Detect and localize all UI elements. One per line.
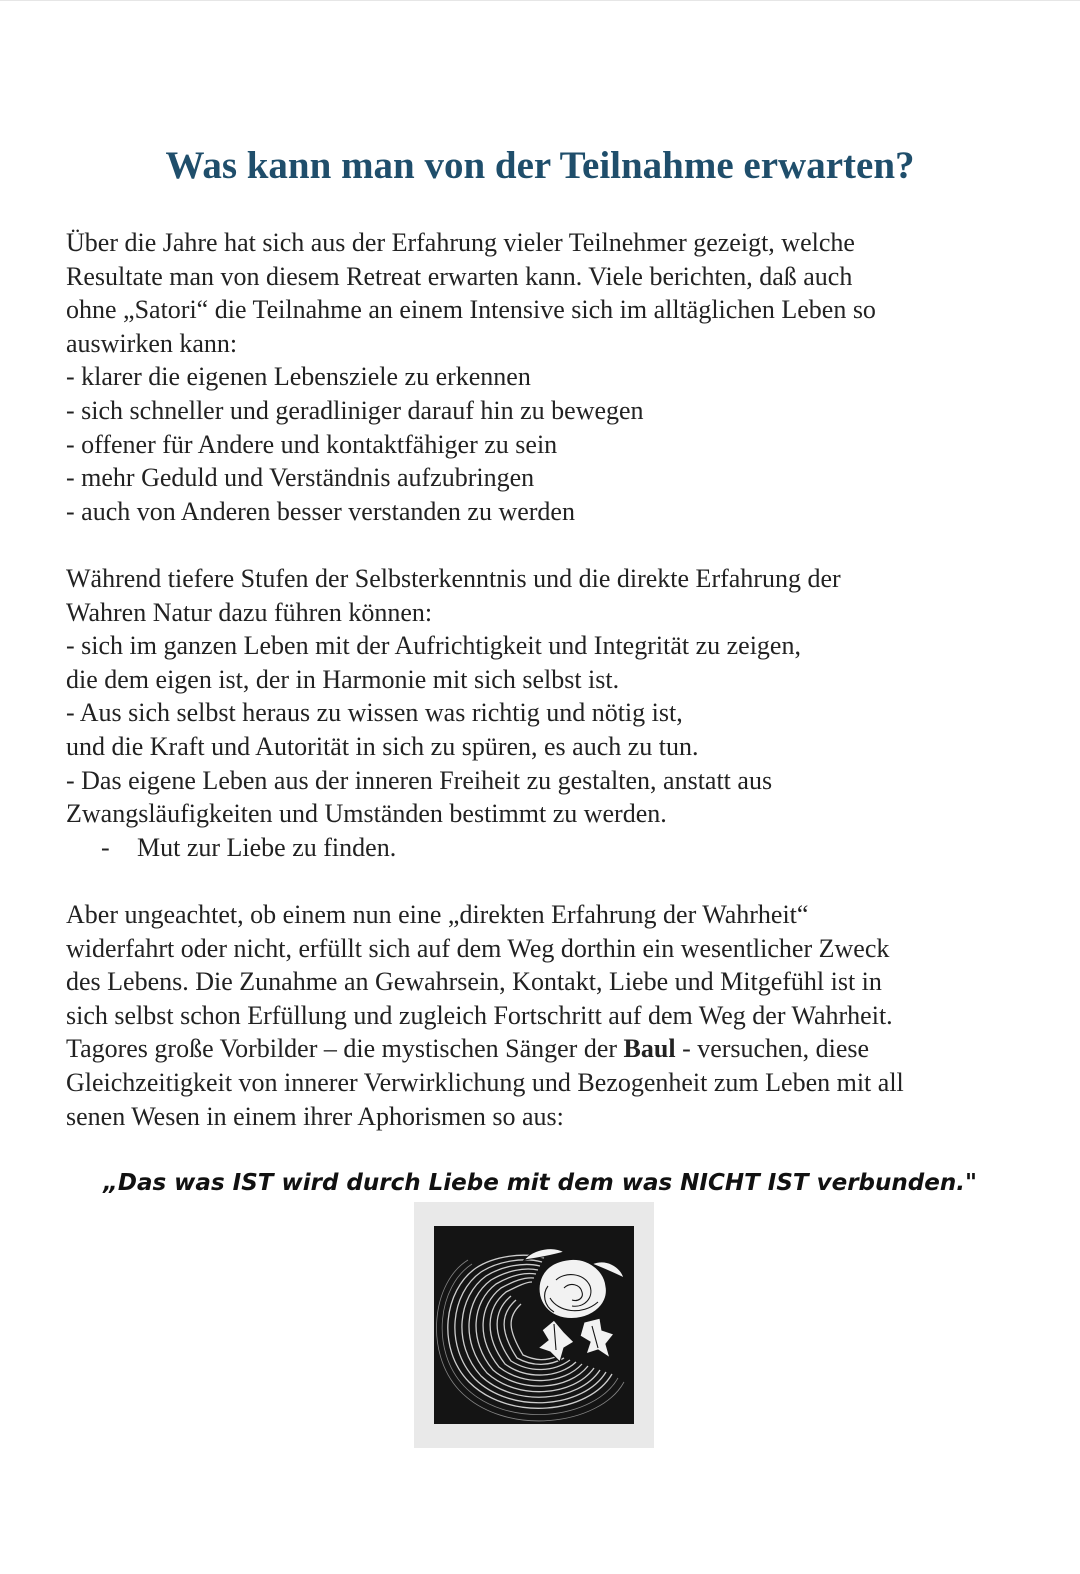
- text-line: die dem eigen ist, der in Harmonie mit sich selbst ist.: [66, 664, 620, 694]
- text-line: ohne „Satori“ die Teilnahme an einem Intensive sich im alltäglichen Leben so: [66, 295, 876, 325]
- text-line: Zwangsläufigkeiten und Umständen bestimmt zu werden.: [66, 799, 667, 829]
- text-line: und die Kraft und Autorität in sich zu spüren, es auch zu tun.: [66, 731, 699, 761]
- emblem-graphic: [414, 1202, 654, 1448]
- list-item: - Aus sich selbst heraus zu wissen was richtig und nötig ist,: [66, 698, 683, 728]
- indented-list-item: [66, 831, 1026, 865]
- list-item: - Das eigene Leben aus der inneren Freiheit zu gestalten, anstatt aus: [66, 765, 773, 795]
- list-item: - offener für Andere und kontaktfähiger zu sein: [66, 429, 558, 459]
- list-item: - sich im ganzen Leben mit der Aufrichtigkeit und Integrität zu zeigen,: [66, 631, 801, 661]
- text-line: senen Wesen in einem ihrer Aphorismen so aus:: [66, 1101, 564, 1131]
- list-item: - sich schneller und geradliniger darauf hin zu bewegen: [66, 395, 644, 425]
- top-divider: [0, 0, 1080, 1]
- paragraph-expectations: [66, 226, 1026, 528]
- baul-bold-term: Baul: [623, 1034, 676, 1064]
- page-title: Was kann man von der Teilnahme erwarten?: [165, 144, 915, 187]
- text-line: Gleichzeitigkeit von innerer Verwirklichung und Bezogenheit zum Leben mit all: [66, 1067, 904, 1097]
- list-item: - klarer die eigenen Lebensziele zu erkennen: [66, 362, 531, 392]
- text-line: Während tiefere Stufen der Selbsterkenntnis und die direkte Erfahrung der: [66, 564, 841, 593]
- text-line: auswirken kann:: [66, 328, 238, 358]
- aphorism-quote: „Das was IST wird durch Liebe mit dem was NICHT IST verbunden.": [103, 1170, 977, 1196]
- lotus-circle-emblem-icon: [414, 1202, 654, 1448]
- list-item: - auch von Anderen besser verstanden zu werden: [66, 496, 575, 526]
- text-line: [66, 1032, 1026, 1066]
- list-item: - mehr Geduld und Verständnis aufzubringen: [66, 463, 535, 493]
- text-line: sich selbst schon Erfüllung und zugleich Fortschritt auf dem Weg der Wahrheit.: [66, 1000, 893, 1030]
- text-line: des Lebens. Die Zunahme an Gewahrsein, Kontakt, Liebe und Mitgefühl ist in: [66, 967, 882, 997]
- text-segment: Tagores große Vorbilder – die mystischen Sänger der: [66, 1034, 624, 1064]
- list-dash: -: [101, 832, 110, 862]
- text-line: Über die Jahre hat sich aus der Erfahrung vieler Teilnehmer gezeigt, welche: [66, 228, 855, 257]
- paragraph-self-knowledge: [66, 562, 1026, 864]
- text-line: Aber ungeachtet, ob einem nun eine „direkten Erfahrung der Wahrheit“: [66, 900, 809, 929]
- text-line: Wahren Natur dazu führen können:: [66, 597, 433, 627]
- text-line: widerfahrt oder nicht, erfüllt sich auf dem Weg dorthin ein wesentlicher Zweck: [66, 933, 890, 963]
- list-item-text: Mut zur Liebe zu finden.: [137, 832, 397, 862]
- paragraph-truth: [66, 898, 1026, 1133]
- text-line: Resultate man von diesem Retreat erwarten kann. Viele berichten, daß auch: [66, 261, 853, 291]
- text-segment: - versuchen, diese: [675, 1034, 870, 1064]
